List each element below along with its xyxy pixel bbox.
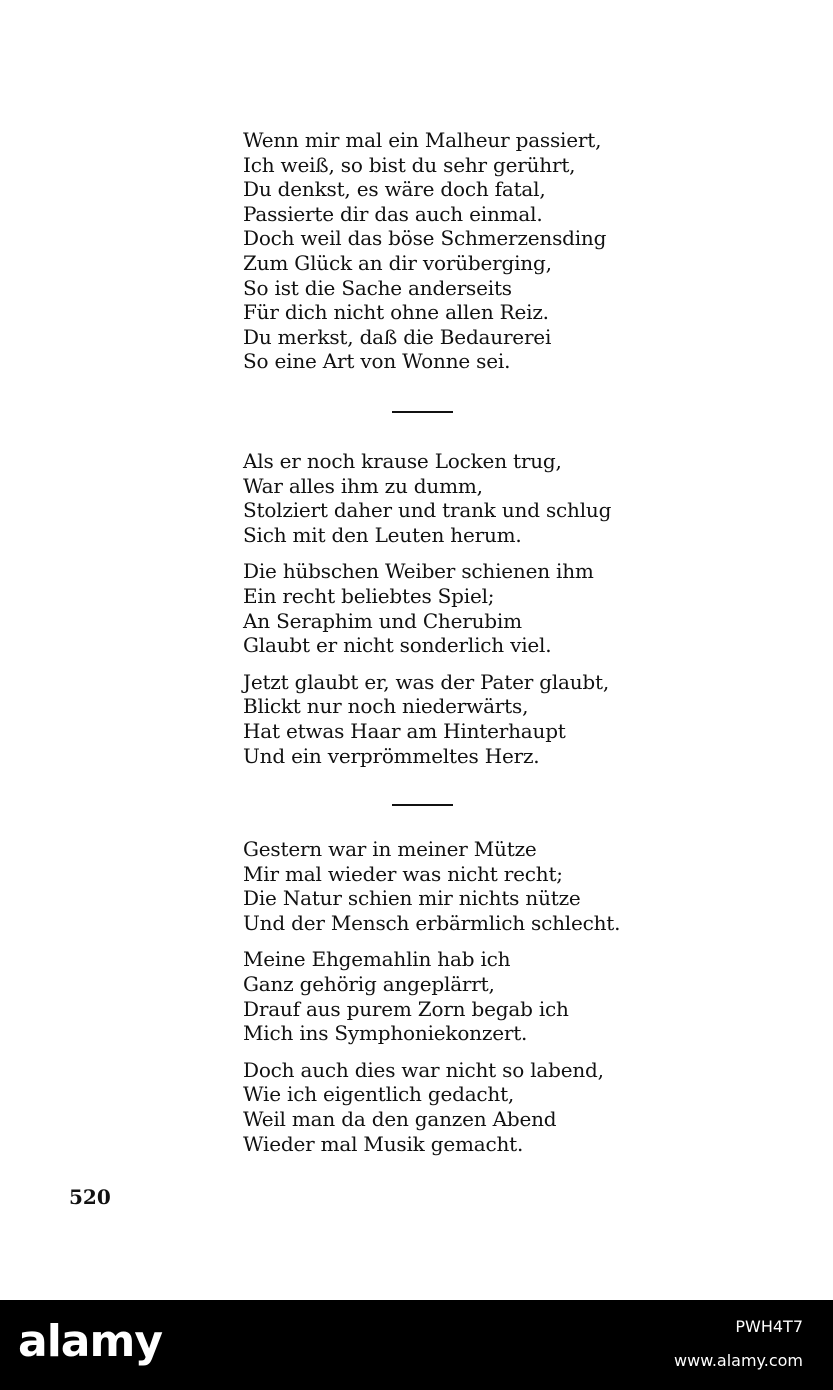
- verse-line: Und der Mensch erbärmlich schlecht.: [243, 910, 621, 935]
- verse-line: Hat etwas Haar am Hinterhaupt: [243, 718, 566, 743]
- stanza: [243, 559, 803, 657]
- stanza: [243, 449, 803, 547]
- footer-url: www.alamy.com: [674, 1351, 803, 1370]
- verse-line: Blickt nur noch niederwärts,: [243, 694, 529, 719]
- verse-line: Stolziert daher und trank und schlug: [243, 498, 612, 523]
- verse-line: Doch auch dies war nicht so labend,: [243, 1057, 604, 1082]
- verse-line: Wieder mal Musik gemacht.: [243, 1131, 524, 1156]
- verse-line: Wenn mir mal ein Malheur passiert,: [243, 128, 602, 152]
- verse-line: Gestern war in meiner Mütze: [243, 837, 537, 861]
- verse-line: Weil man da den ganzen Abend: [243, 1106, 557, 1131]
- verse-line: So ist die Sache anderseits: [243, 275, 512, 300]
- verse-line: Als er noch krause Locken trug,: [243, 449, 562, 473]
- image-code: PWH4T7: [735, 1317, 803, 1336]
- verse-line: Ein recht beliebtes Spiel;: [243, 583, 495, 608]
- verse-line: Mir mal wieder was nicht recht;: [243, 861, 563, 886]
- verse-line: Die Natur schien mir nichts nütze: [243, 886, 581, 911]
- verse-line: Passierte dir das auch einmal.: [243, 201, 543, 226]
- verse-line: Glaubt er nicht sonderlich viel.: [243, 633, 552, 658]
- verse-line: Und ein verprömmeltes Herz.: [243, 743, 540, 768]
- verse-line: So eine Art von Wonne sei.: [243, 349, 511, 374]
- page-number: 520: [69, 1185, 111, 1209]
- verse-line: Wie ich eigentlich gedacht,: [243, 1082, 515, 1107]
- alamy-logo: alamy: [18, 1316, 162, 1367]
- poem-3: [243, 837, 803, 1156]
- verse-line: Ganz gehörig angeplärrt,: [243, 971, 495, 996]
- verse-line: Ich weiß, so bist du sehr gerührt,: [243, 152, 576, 177]
- verse-line: Doch weil das böse Schmerzensding: [243, 226, 607, 251]
- section-divider: [392, 411, 453, 413]
- stanza: [243, 1058, 803, 1156]
- verse-line: Jetzt glaubt er, was der Pater glaubt,: [243, 669, 610, 694]
- section-divider: [392, 804, 453, 806]
- verse-line: Für dich nicht ohne allen Reiz.: [243, 300, 549, 325]
- verse-line: An Seraphim und Cherubim: [243, 608, 522, 633]
- watermark-footer: [0, 1300, 833, 1390]
- verse-line: Du merkst, daß die Bedaurerei: [243, 324, 552, 349]
- verse-line: Drauf aus purem Zorn begab ich: [243, 996, 569, 1021]
- poem-2: [243, 449, 803, 768]
- poem-1: [243, 128, 803, 374]
- verse-line: Du denkst, es wäre doch fatal,: [243, 177, 546, 202]
- stanza: [243, 670, 803, 768]
- verse-line: Die hübschen Weiber schienen ihm: [243, 559, 594, 584]
- verse-line: Mich ins Symphoniekonzert.: [243, 1021, 528, 1046]
- stanza: [243, 837, 803, 935]
- verse-line: War alles ihm zu dumm,: [243, 473, 483, 498]
- stanza: [243, 947, 803, 1045]
- verse-line: Sich mit den Leuten herum.: [243, 522, 522, 547]
- stanza: [243, 128, 803, 374]
- verse-line: Zum Glück an dir vorüberging,: [243, 250, 552, 275]
- verse-line: Meine Ehgemahlin hab ich: [243, 947, 511, 972]
